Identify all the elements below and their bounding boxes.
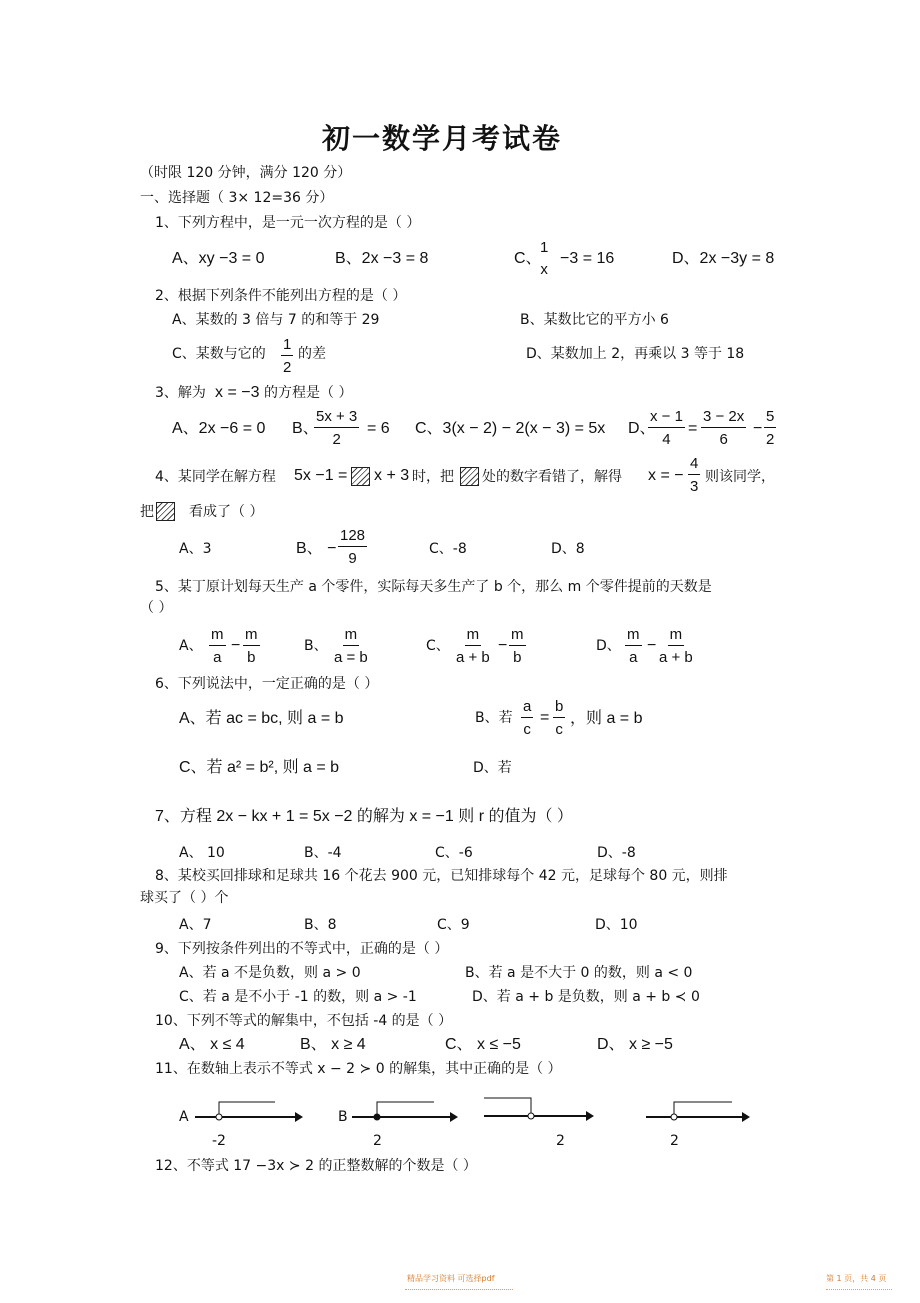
q9-option-d[interactable]: D、若 a + b 是负数，则 a + b ≺ 0: [472, 989, 700, 1005]
q6-b-numerator-1: a: [521, 699, 533, 718]
q5-a-minus: −: [231, 637, 241, 654]
q11-option-b-label[interactable]: B: [338, 1109, 348, 1125]
question-8-stem: 8、某校买回排球和足球共 16 个花去 900 元，已知排球每个 42 元，足球每个 80 元，则排: [155, 868, 728, 884]
q6-option-c[interactable]: C、若 a² = b², 则 a = b: [179, 759, 340, 776]
q5-b-denominator: a = b: [334, 649, 368, 666]
q3-d-denominator-2: 6: [719, 431, 728, 448]
q6-b-fraction-1: [521, 699, 533, 737]
section-heading: 一、选择题（ 3× 12=36 分）: [140, 190, 334, 206]
q5-d-numerator-2: m: [668, 627, 685, 646]
q1-c-numerator: 1: [540, 239, 549, 256]
question-9-stem: 9、下列按条件列出的不等式中，正确的是（ ）: [155, 941, 449, 957]
q5-c-numerator-1: m: [465, 627, 482, 646]
q5-c-denominator-2: b: [513, 649, 522, 666]
q5-d-numerator-1: m: [625, 627, 642, 646]
q5-d-denominator-2: a + b: [659, 649, 693, 666]
question-7-stem: 7、方程 2x − kx + 1 = 5x −2 的解为 x = −1 则 r 的值为（ ）: [155, 808, 573, 825]
question-3-equation: x = −3: [215, 384, 260, 401]
q1-option-a[interactable]: A、xy −3 = 0: [172, 250, 265, 267]
q3-d-minus: −: [753, 420, 763, 437]
q5-option-c-prefix[interactable]: C、: [426, 638, 450, 654]
q7-option-d[interactable]: D、-8: [597, 845, 636, 861]
footer-page-number: 第 1 页，共 4 页: [826, 1274, 887, 1283]
q2-option-c-rest: 的差: [298, 346, 326, 362]
q11-option-c-tick: 2: [556, 1133, 565, 1149]
q3-option-d-fraction-2: [701, 409, 746, 447]
q5-a-numerator-2: m: [243, 627, 260, 646]
footer-dotted-rule-left: [405, 1289, 513, 1290]
q7-option-c[interactable]: C、-6: [435, 845, 473, 861]
q3-option-b-fraction: [314, 409, 359, 447]
q4-solution-numerator: 4: [688, 456, 700, 475]
q5-a-fraction-1: [209, 627, 226, 665]
q5-option-a-prefix[interactable]: A、: [179, 638, 203, 654]
q4-hatched-box-1: [351, 467, 370, 486]
q4-b-denominator: 9: [348, 550, 357, 567]
q2-option-a[interactable]: A、某数的 3 倍与 7 的和等于 29: [172, 312, 380, 328]
q3-b-denominator: 2: [332, 431, 341, 448]
q10-option-b[interactable]: B、 x ≥ 4: [300, 1036, 366, 1053]
q4-solution-fraction: [688, 456, 700, 494]
q4-stem-mid2: 处的数字看错了，解得: [482, 469, 622, 485]
q2-option-c-fraction: [281, 337, 293, 375]
q7-option-a[interactable]: A、 10: [179, 845, 225, 861]
q10-option-a[interactable]: A、 x ≤ 4: [179, 1036, 245, 1053]
q11-option-a-label[interactable]: A: [179, 1109, 189, 1125]
q11-option-d-tick: 2: [670, 1133, 679, 1149]
q6-b-numerator-2: b: [553, 699, 565, 718]
q11-number-line-b[interactable]: [352, 1097, 472, 1127]
q5-c-denominator-1: a + b: [456, 649, 490, 666]
question-8-stem-line2: 球买了（ ）个: [140, 890, 229, 906]
q1-option-b[interactable]: B、2x −3 = 8: [335, 250, 429, 267]
question-5-paren: （ ）: [140, 600, 173, 616]
q4-line2-prefix: 把: [140, 504, 154, 520]
q3-option-a[interactable]: A、2x −6 = 0: [172, 420, 266, 437]
q1-option-c-rest: −3 = 16: [560, 250, 615, 267]
q3-d-equals: =: [688, 420, 698, 437]
question-5-stem: 5、某丁原计划每天生产 a 个零件，实际每天多生产了 b 个，那么 m 个零件提前的天数是: [155, 579, 712, 595]
q4-option-b-fraction: [338, 528, 367, 566]
q3-d-denominator-1: 4: [662, 431, 671, 448]
q4-equation-right: x + 3: [374, 467, 410, 484]
q2-c-denominator: 2: [283, 359, 292, 376]
page-title: 初一数学月考试卷: [322, 122, 563, 155]
q5-a-denominator-1: a: [213, 649, 222, 666]
question-1-stem: 1、下列方程中，是一元一次方程的是（ ）: [155, 215, 421, 231]
q4-b-numerator: 128: [338, 528, 367, 547]
q11-number-line-a[interactable]: [195, 1097, 315, 1127]
q4-line2-rest: 看成了（ ）: [189, 504, 264, 520]
q4-solution-prefix: x = −: [648, 467, 684, 484]
q3-d-denominator-3: 2: [766, 431, 775, 448]
q3-d-numerator-1: x − 1: [648, 409, 685, 428]
q8-option-a[interactable]: A、7: [179, 917, 212, 933]
q6-option-b-prefix[interactable]: B、若: [475, 710, 513, 726]
q5-c-numerator-2: m: [509, 627, 526, 646]
q11-number-line-c[interactable]: [484, 1096, 604, 1126]
footer-center: 精品学习资料 可选择pdf: [407, 1274, 495, 1283]
q4-hatched-box-3: [156, 502, 175, 521]
footer-dotted-rule-right: [826, 1289, 892, 1290]
q5-d-denominator-1: a: [629, 649, 638, 666]
q3-option-b-prefix[interactable]: B、: [292, 420, 319, 437]
q11-option-a-tick: -2: [212, 1133, 226, 1149]
q3-d-numerator-2: 3 − 2x: [701, 409, 746, 428]
q6-option-b-rest: ，则 a = b: [570, 710, 643, 727]
q5-c-minus: −: [498, 637, 508, 654]
question-4-stem-prefix: 4、某同学在解方程: [155, 469, 276, 485]
q3-d-numerator-3: 5: [764, 409, 776, 428]
q4-option-b-prefix[interactable]: B、 −: [296, 540, 337, 557]
question-6-stem: 6、下列说法中，一定正确的是（ ）: [155, 676, 379, 692]
q1-c-denominator: x: [540, 261, 548, 278]
q4-equation-left: 5x −1 =: [294, 467, 348, 484]
q5-a-denominator-2: b: [247, 649, 256, 666]
q5-option-b-prefix[interactable]: B、: [304, 638, 328, 654]
q5-b-fraction: [334, 627, 368, 665]
q4-hatched-box-2: [460, 467, 479, 486]
q9-option-a[interactable]: A、若 a 不是负数，则 a > 0: [179, 965, 361, 981]
q6-b-equals: =: [540, 709, 550, 726]
question-3-stem-prefix: 3、解为: [155, 385, 206, 401]
question-12-stem: 12、不等式 17 −3x ≻ 2 的正整数解的个数是（ ）: [155, 1158, 477, 1174]
q7-option-b[interactable]: B、-4: [304, 845, 342, 861]
exam-meta: （时限 120 分钟，满分 120 分）: [140, 165, 352, 181]
q9-option-b[interactable]: B、若 a 是不大于 0 的数，则 a < 0: [465, 965, 693, 981]
q3-option-c[interactable]: C、3(x − 2) − 2(x − 3) = 5x: [415, 420, 606, 437]
q10-option-d[interactable]: D、 x ≥ −5: [597, 1036, 673, 1053]
q3-b-numerator: 5x + 3: [314, 409, 359, 428]
q8-option-d[interactable]: D、10: [595, 917, 638, 933]
q1-option-c-fraction: [538, 240, 550, 277]
q3-option-d-fraction-3: [764, 409, 776, 447]
q6-b-denominator-2: c: [555, 721, 563, 738]
q2-option-c-prefix[interactable]: C、某数与它的: [172, 346, 266, 362]
question-2-stem: 2、根据下列条件不能列出方程的是（ ）: [155, 288, 407, 304]
q6-option-a[interactable]: A、若 ac = bc, 则 a = b: [179, 710, 344, 727]
q6-b-fraction-2: [553, 699, 565, 737]
q5-d-fraction-1: [625, 627, 642, 665]
q10-option-c[interactable]: C、 x ≤ −5: [445, 1036, 521, 1053]
question-11-stem: 11、在数轴上表示不等式 x − 2 ≻ 0 的解集，其中正确的是（ ）: [155, 1061, 562, 1077]
q1-option-c-prefix[interactable]: C、: [514, 250, 542, 267]
q5-a-numerator-1: m: [209, 627, 226, 646]
q9-option-c[interactable]: C、若 a 是不小于 -1 的数，则 a > -1: [179, 989, 417, 1005]
q4-option-a[interactable]: A、3: [179, 541, 212, 557]
q4-solution-denominator: 3: [690, 478, 699, 495]
q6-option-d[interactable]: D、若: [473, 760, 512, 776]
q3-option-b-rest: = 6: [367, 420, 390, 437]
q2-c-numerator: 1: [281, 337, 293, 356]
q1-option-d[interactable]: D、2x −3y = 8: [672, 250, 775, 267]
q6-b-denominator-1: c: [523, 721, 531, 738]
q4-option-d[interactable]: D、8: [551, 541, 585, 557]
q3-option-d-fraction-1: [648, 409, 685, 447]
q5-c-fraction-2: [509, 627, 526, 665]
q5-d-fraction-2: [659, 627, 693, 665]
q5-option-d-prefix[interactable]: D、: [596, 638, 621, 654]
q11-number-line-d[interactable]: [646, 1097, 766, 1127]
q2-option-d[interactable]: D、某数加上 2，再乘以 3 等于 18: [526, 346, 745, 362]
q4-stem-mid: 时，把: [412, 469, 454, 485]
q2-option-b[interactable]: B、某数比它的平方小 6: [520, 312, 669, 328]
q5-b-numerator: m: [343, 627, 360, 646]
question-10-stem: 10、下列不等式的解集中，不包括 -4 的是（ ）: [155, 1013, 453, 1029]
q8-option-b[interactable]: B、8: [304, 917, 337, 933]
q4-stem-end: 则该同学，: [705, 469, 775, 485]
q5-a-fraction-2: [243, 627, 260, 665]
q11-option-b-tick: 2: [373, 1133, 382, 1149]
q5-d-minus: −: [647, 637, 657, 654]
q3-option-d-prefix[interactable]: D、: [628, 420, 656, 437]
question-3-stem-rest: 的方程是（ ）: [264, 385, 353, 401]
q4-option-c[interactable]: C、-8: [429, 541, 467, 557]
q5-c-fraction-1: [456, 627, 490, 665]
q8-option-c[interactable]: C、9: [437, 917, 470, 933]
